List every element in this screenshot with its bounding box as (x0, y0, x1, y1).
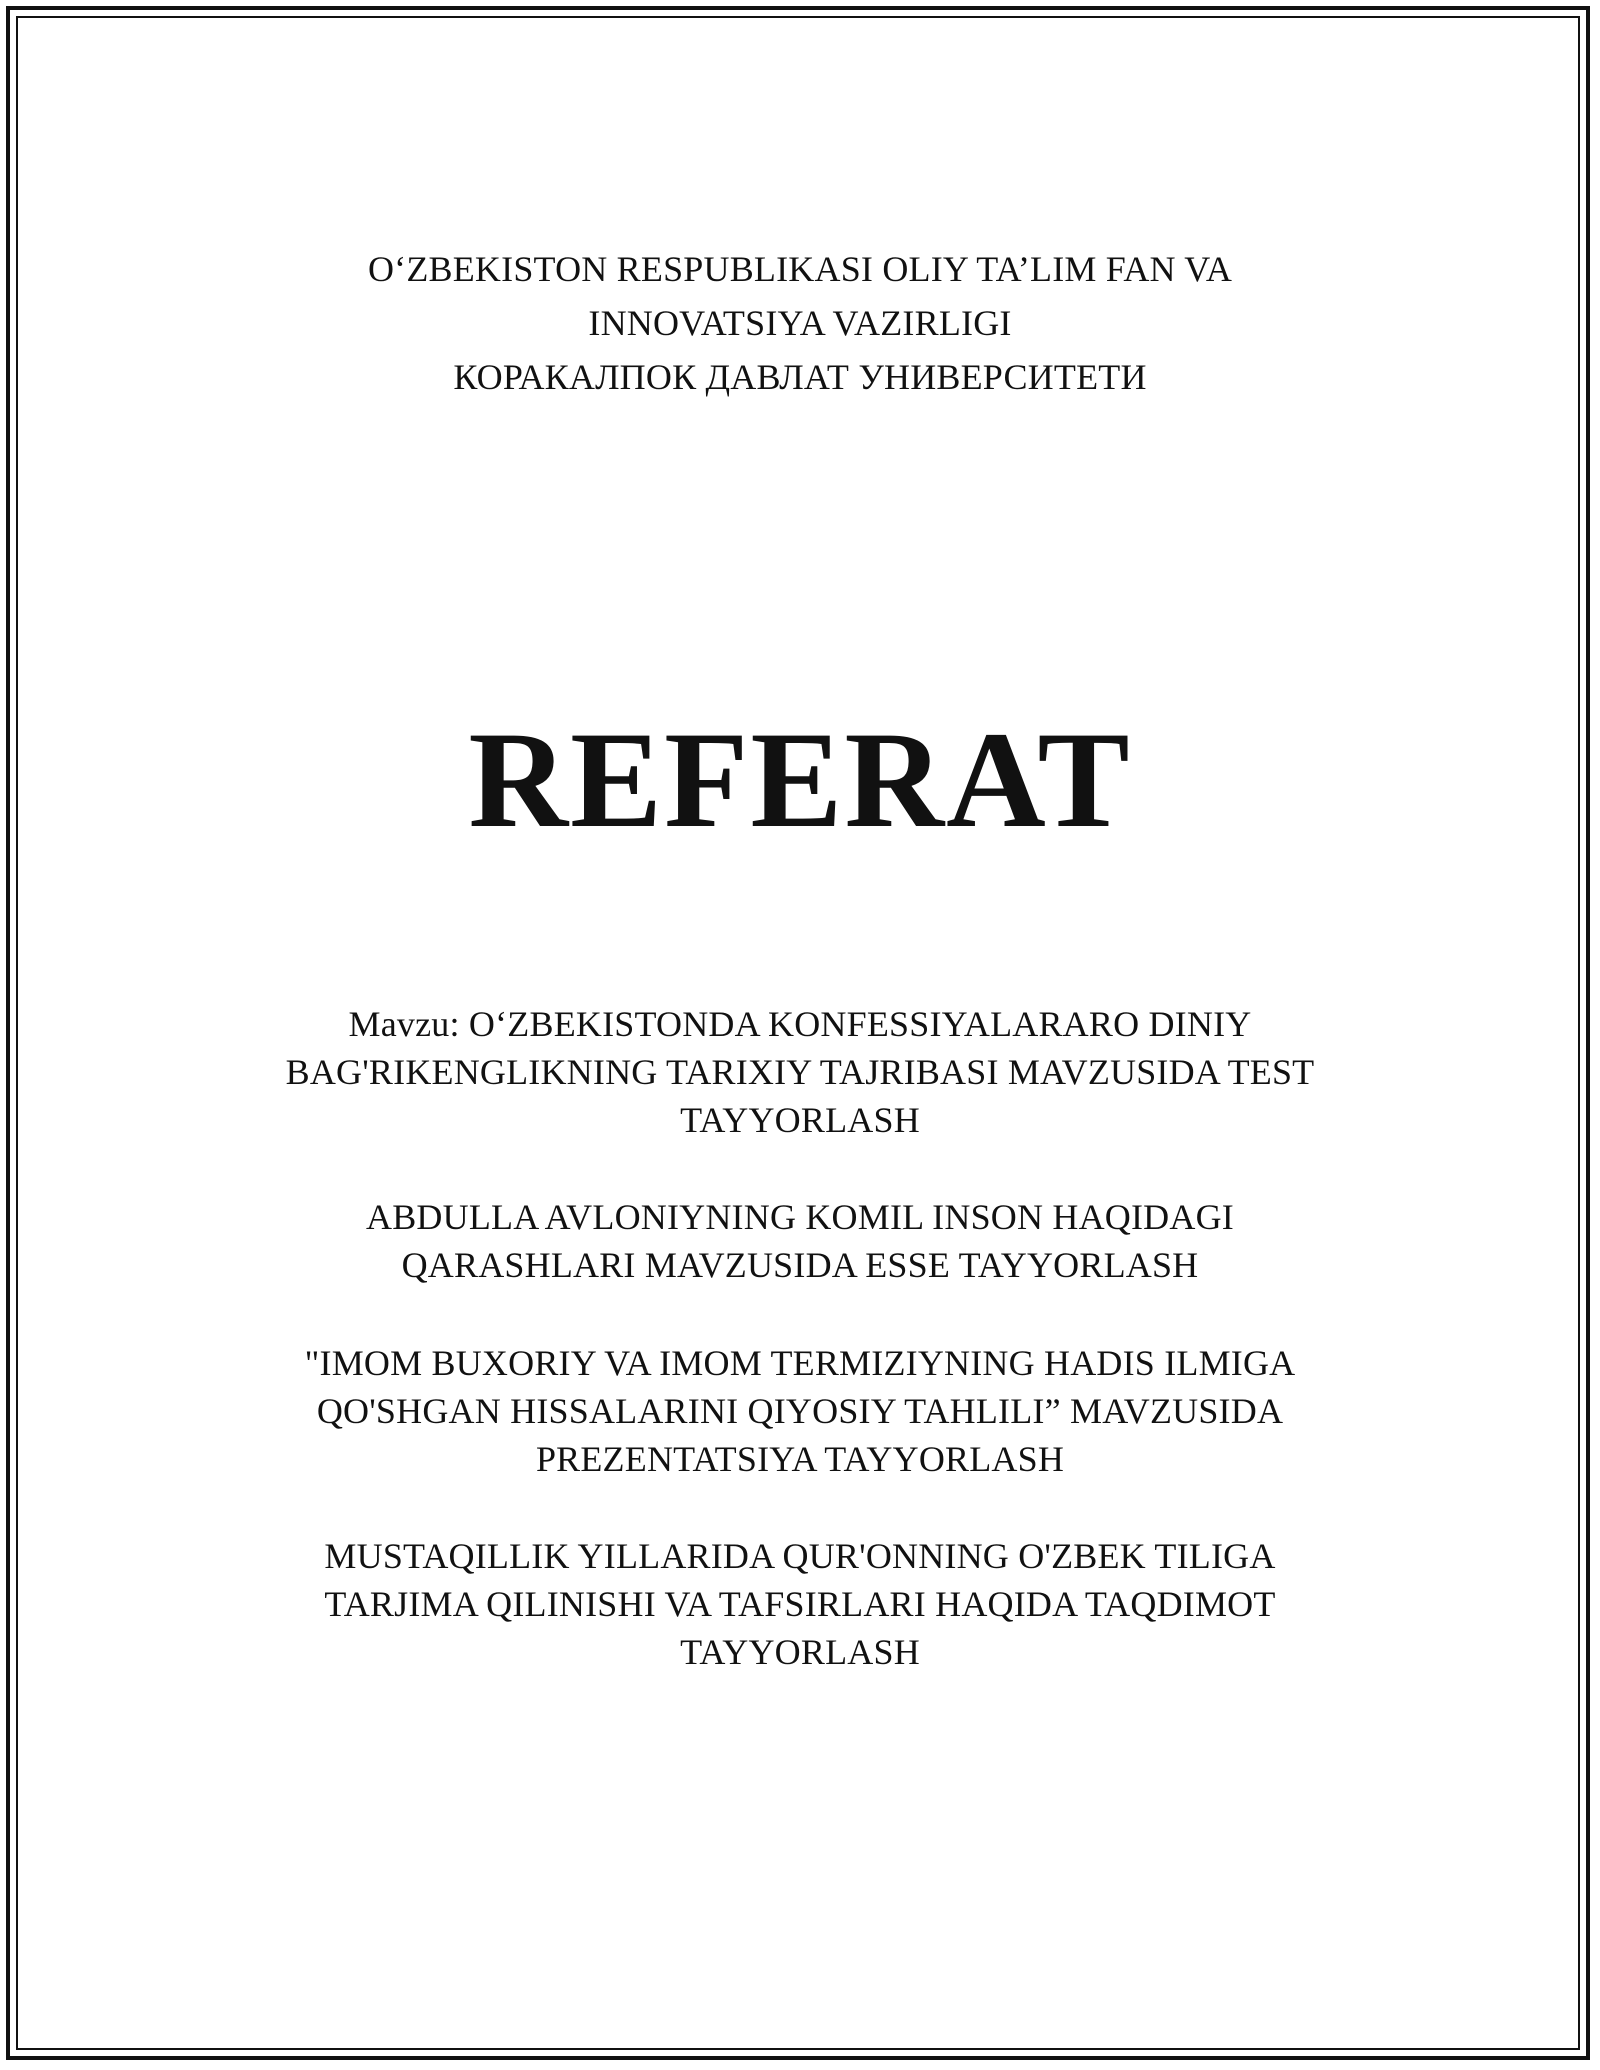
topic-block-2 (200, 1193, 1400, 1289)
topic-block-3 (200, 1339, 1400, 1483)
topic-line: QO'SHGAN HISSALARINI QIYOSIY TAHLILI” MAVZUSIDA (316, 1391, 1284, 1431)
topic-block-4 (200, 1532, 1400, 1676)
header-line-ministry: O‘ZBEKISTON RESPUBLIKASI OLIY TA’LIM FAN VA (367, 249, 1233, 289)
topic-line: TARJIMA QILINISHI VA TAFSIRLARI HAQIDA TAQDIMOT (324, 1584, 1276, 1624)
header-line-university: КОРАКАЛПОК ДАВЛАТ УНИВЕРСИТЕТИ (453, 357, 1147, 397)
document-title: REFERAT (468, 703, 1132, 856)
institution-header (200, 242, 1400, 404)
topic-line: BAG'RIKENGLIKNING TARIXIY TAJRIBASI MAVZUSIDA TEST (285, 1052, 1315, 1092)
topic-line: ABDULLA AVLONIYNING KOMIL INSON HAQIDAGI (366, 1197, 1234, 1237)
topic-line: Mavzu: O‘ZBEKISTONDA KONFESSIYALARARO DINIY (348, 1004, 1252, 1044)
topic-line: QARASHLARI MAVZUSIDA ESSE TAYYORLASH (401, 1245, 1199, 1285)
header-line-ministry-cont: INNOVATSIYA VAZIRLIGI (588, 303, 1012, 343)
topic-line: "IMOM BUXORIY VA IMOM TERMIZIYNING HADIS ILMIGA (304, 1343, 1296, 1383)
topic-line: PREZENTATSIYA TAYYORLASH (535, 1439, 1065, 1479)
topic-block-1 (200, 1000, 1400, 1144)
topic-line: TAYYORLASH (680, 1632, 920, 1672)
topic-line: MUSTAQILLIK YILLARIDA QUR'ONNING O'ZBEK TILIGA (324, 1536, 1276, 1576)
topic-line: TAYYORLASH (680, 1100, 920, 1140)
